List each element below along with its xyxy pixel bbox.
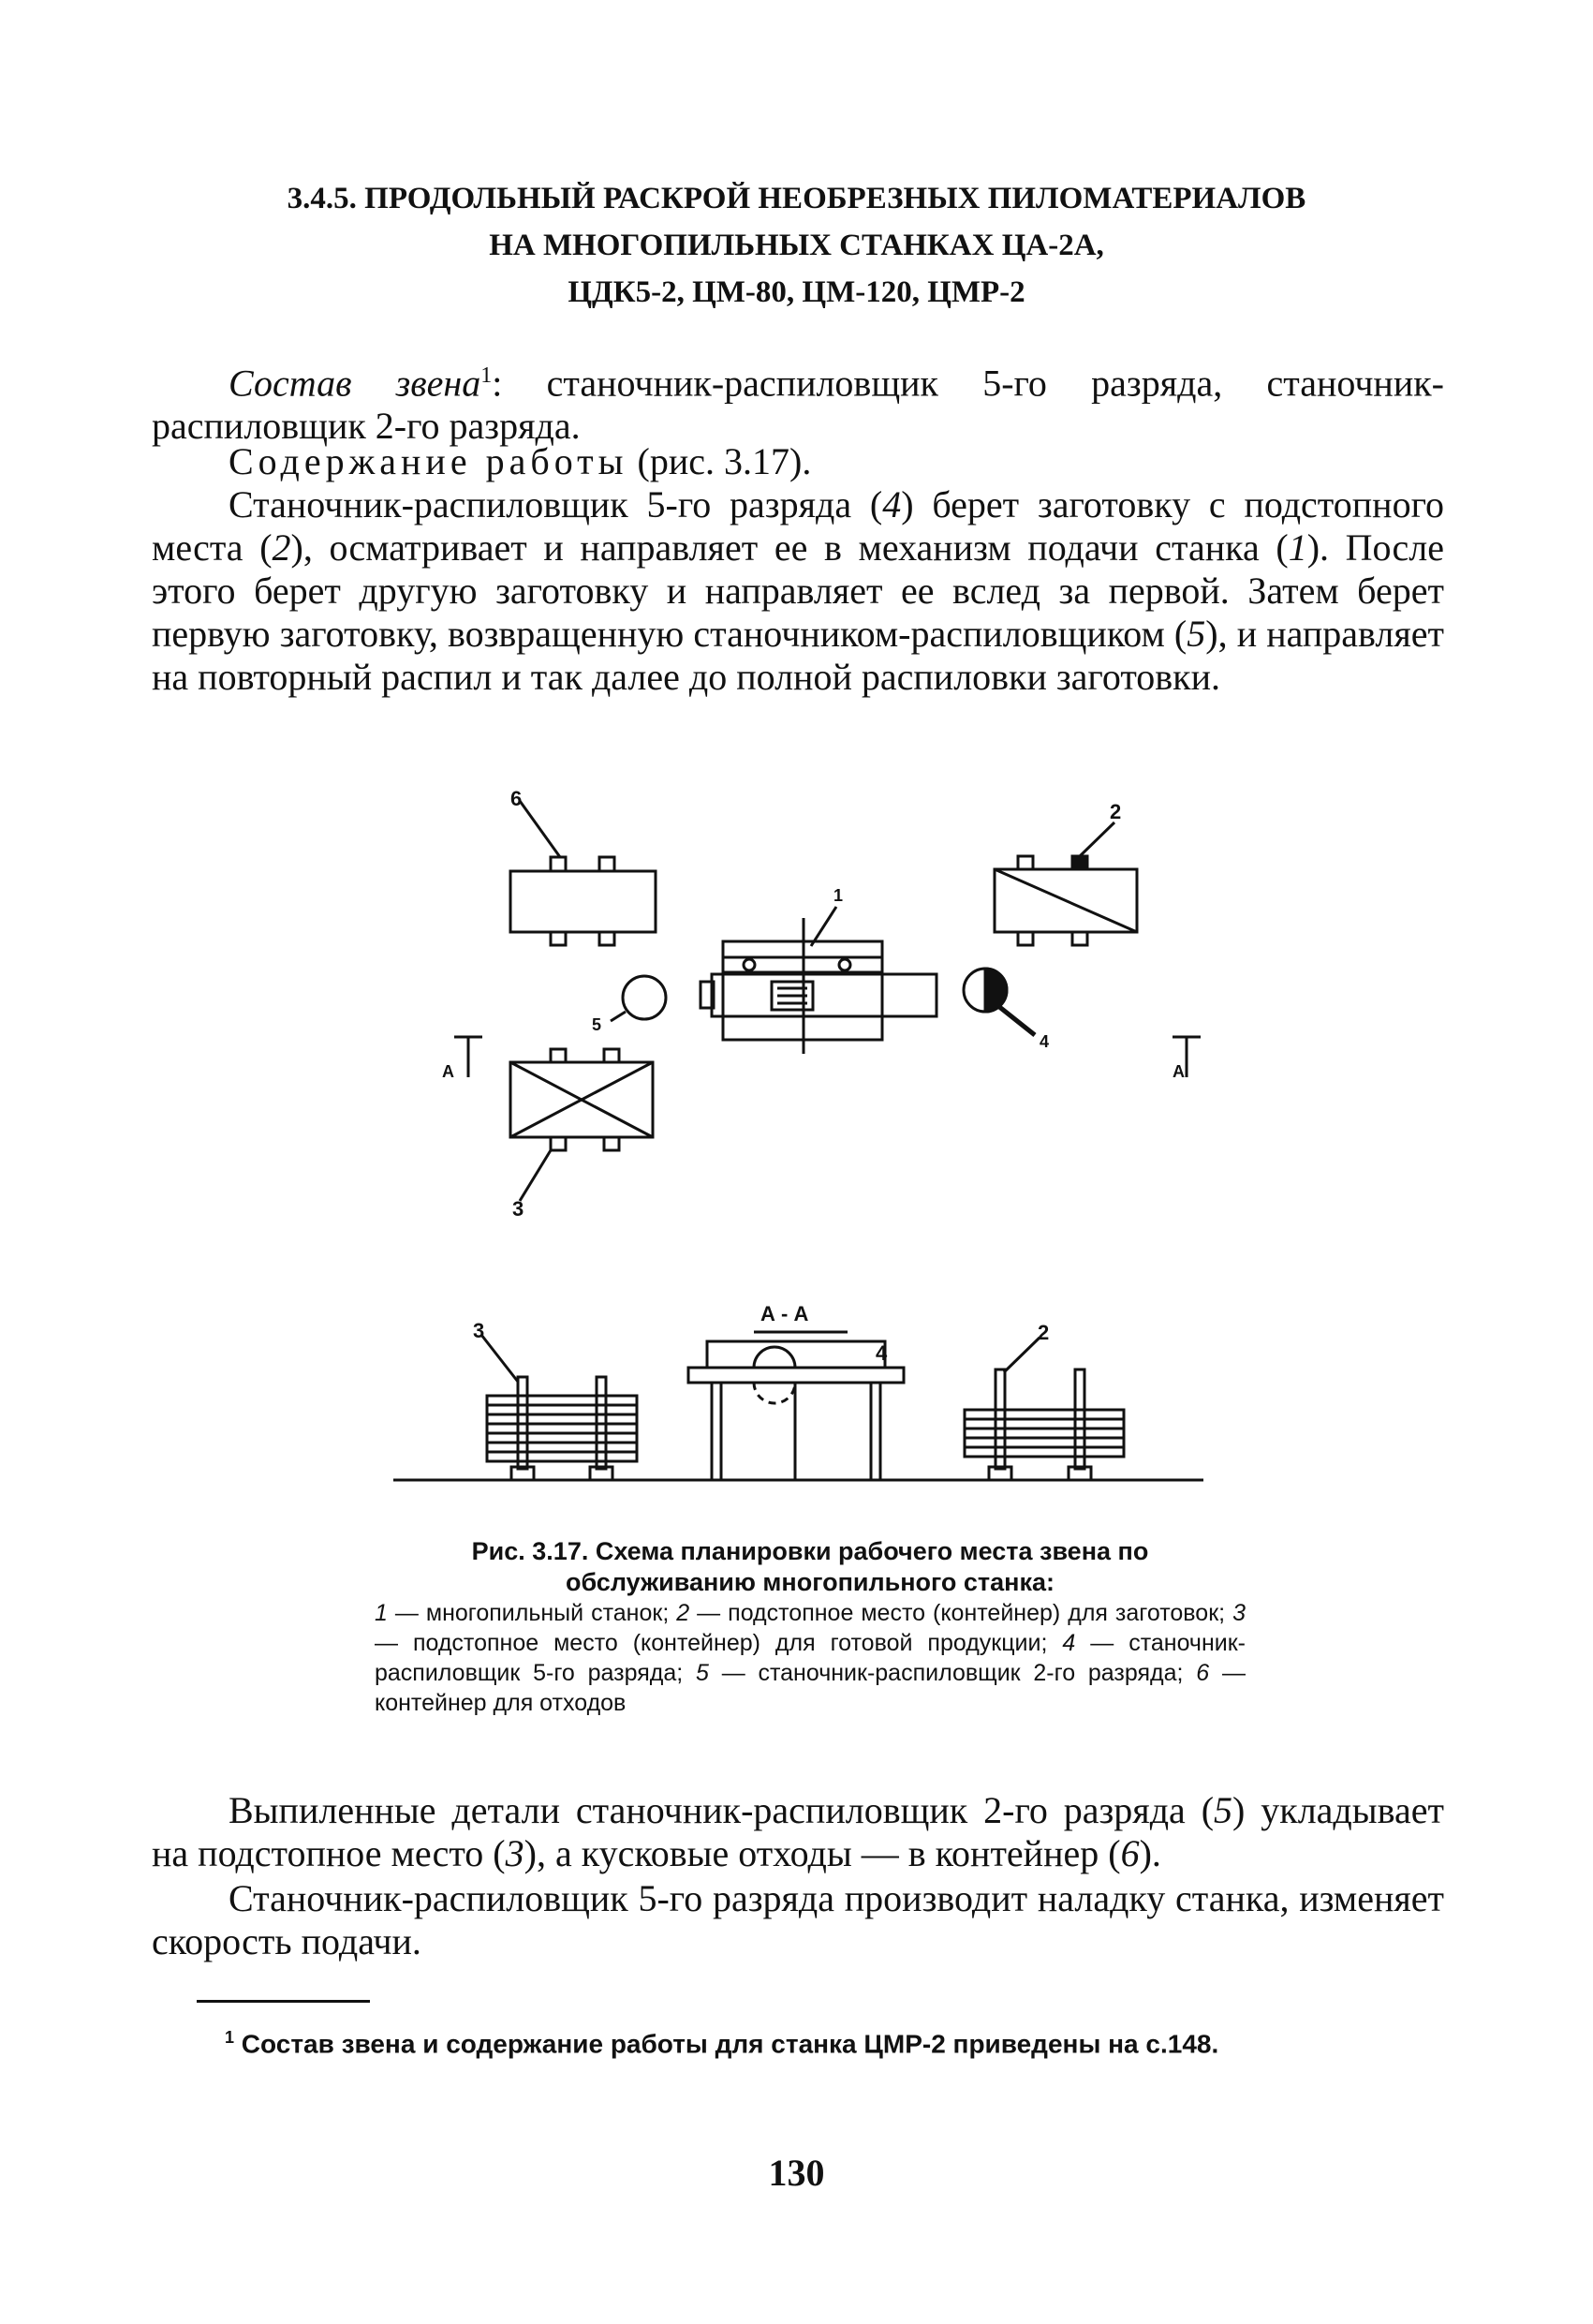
crew-text: : станочник-распиловщик 5-го разряда, станочник-распиловщик 2-го разряда.	[152, 362, 1445, 448]
caption-legend	[375, 1598, 1246, 1718]
legend-text-6: — контейнер для отходов	[375, 1660, 1246, 1716]
crew-footnote-mark: 1	[480, 363, 493, 388]
p1-part-c: ), осматривает и направляет ее в механизм подачи станка (	[290, 526, 1289, 569]
p1-part-d: ). После этого берет другую заготовку и направляет ее вслед за первой. Затем берет первую заготовку, возвращенную станочником-распиловщиком (	[152, 526, 1445, 655]
crew-label: Состав звена	[229, 362, 481, 405]
footnote	[225, 2028, 1218, 2059]
section-title-line2: НА МНОГОПИЛЬНЫХ СТАНКАХ ЦА-2А,	[489, 229, 1104, 262]
label-4: 4	[1040, 1032, 1050, 1051]
leader-3	[520, 1150, 551, 1201]
legend-text-2: — подстопное место (контейнер) для заготовок;	[689, 1600, 1233, 1626]
label-2: 2	[1110, 800, 1122, 823]
p2-ref-6: 6	[1120, 1832, 1140, 1874]
legend-text-3: — подстопное место (контейнер) для готовой продукции;	[375, 1630, 1063, 1656]
legend-num-5: 5	[696, 1660, 709, 1686]
p1-ref-5: 5	[1187, 613, 1206, 655]
p2-ref-3: 3	[505, 1832, 524, 1874]
label-6: 6	[510, 787, 523, 810]
label-3: 3	[512, 1197, 524, 1221]
figure-caption	[375, 1536, 1246, 1718]
footnote-rule	[197, 2000, 370, 2003]
caption-title: Рис. 3.17. Схема планировки рабочего места звена по обслуживанию многопильного станка:	[471, 1537, 1149, 1596]
legend-num-4: 4	[1062, 1630, 1076, 1656]
section-label-4: 4	[876, 1341, 888, 1365]
section-leader-2	[1004, 1338, 1040, 1372]
legend-num-6: 6	[1196, 1660, 1210, 1686]
legend-num-2: 2	[676, 1600, 690, 1626]
page-number: 130	[768, 2152, 825, 2194]
content-label: Содержание работы	[229, 440, 628, 482]
footnote-mark: 1	[225, 2028, 235, 2047]
section-title-line1: 3.4.5. ПРОДОЛЬНЫЙ РАСКРОЙ НЕОБРЕЗНЫХ ПИЛОМАТЕРИАЛОВ	[287, 182, 1306, 215]
p1-ref-2: 2	[272, 526, 291, 569]
section-stack-2	[965, 1369, 1124, 1480]
p2-part-d: ).	[1139, 1832, 1161, 1874]
section-title-line3: ЦДК5-2, ЦМ-80, ЦМ-120, ЦМР-2	[568, 275, 1025, 309]
p2-part-a: Выпиленные детали станочник-распиловщик 2-го разряда (	[229, 1789, 1215, 1831]
p2-part-b: ) укладывает на подстопное место (	[152, 1789, 1444, 1874]
legend-num-1: 1	[375, 1600, 388, 1626]
section-machine	[688, 1341, 904, 1480]
p1-part-b: ) берет заготовку с подстопного места (	[152, 483, 1444, 569]
p2-ref-5: 5	[1214, 1789, 1233, 1831]
p1-part-e: ), и направляет на повторный распил и так далее до полной распиловки заготовки.	[152, 613, 1444, 698]
section-stack-3	[487, 1377, 637, 1480]
blank-container-2	[995, 856, 1137, 945]
leader-6	[520, 801, 560, 857]
worker-5	[623, 976, 666, 1019]
section-label-a-right: A	[1173, 1062, 1185, 1081]
p1-ref-4: 4	[882, 483, 902, 525]
leader-4	[998, 1006, 1035, 1035]
label-1: 1	[833, 886, 844, 905]
parts-paragraph	[152, 1789, 1444, 1875]
section-marker-left	[454, 1037, 482, 1077]
section-title: А - А	[760, 1302, 809, 1325]
p1-ref-1: 1	[1288, 526, 1307, 569]
legend-num-3: 3	[1232, 1600, 1246, 1626]
leader-5	[611, 1012, 626, 1021]
legend-text-1: — многопильный станок;	[387, 1600, 677, 1626]
section-label-2: 2	[1038, 1321, 1050, 1344]
leader-2	[1080, 822, 1114, 856]
p2-part-c: ), а кусковые отходы — в контейнер (	[524, 1832, 1121, 1874]
section-leader-3	[481, 1335, 518, 1382]
section-label-a-left: A	[442, 1062, 454, 1081]
section-label-3: 3	[473, 1319, 485, 1342]
p1-part-a: Станочник-распиловщик 5-го разряда (	[229, 483, 883, 525]
product-container-3	[510, 1049, 653, 1150]
content-ref: (рис. 3.17).	[627, 440, 812, 482]
setup-paragraph: Станочник-распиловщик 5-го разряда производит наладку станка, изменяет скорость подачи.	[152, 1877, 1444, 1962]
footnote-text: Состав звена и содержание работы для станка ЦМР-2 приведены на с.148.	[234, 2029, 1219, 2059]
legend-text-5: — станочник-распиловщик 2-го разряда;	[708, 1660, 1197, 1686]
multi-saw-machine-1	[701, 918, 937, 1054]
label-5: 5	[592, 1015, 602, 1034]
waste-container-6	[510, 857, 656, 945]
legend-text-4: — станочник-распиловщик 5-го разряда;	[375, 1630, 1246, 1686]
